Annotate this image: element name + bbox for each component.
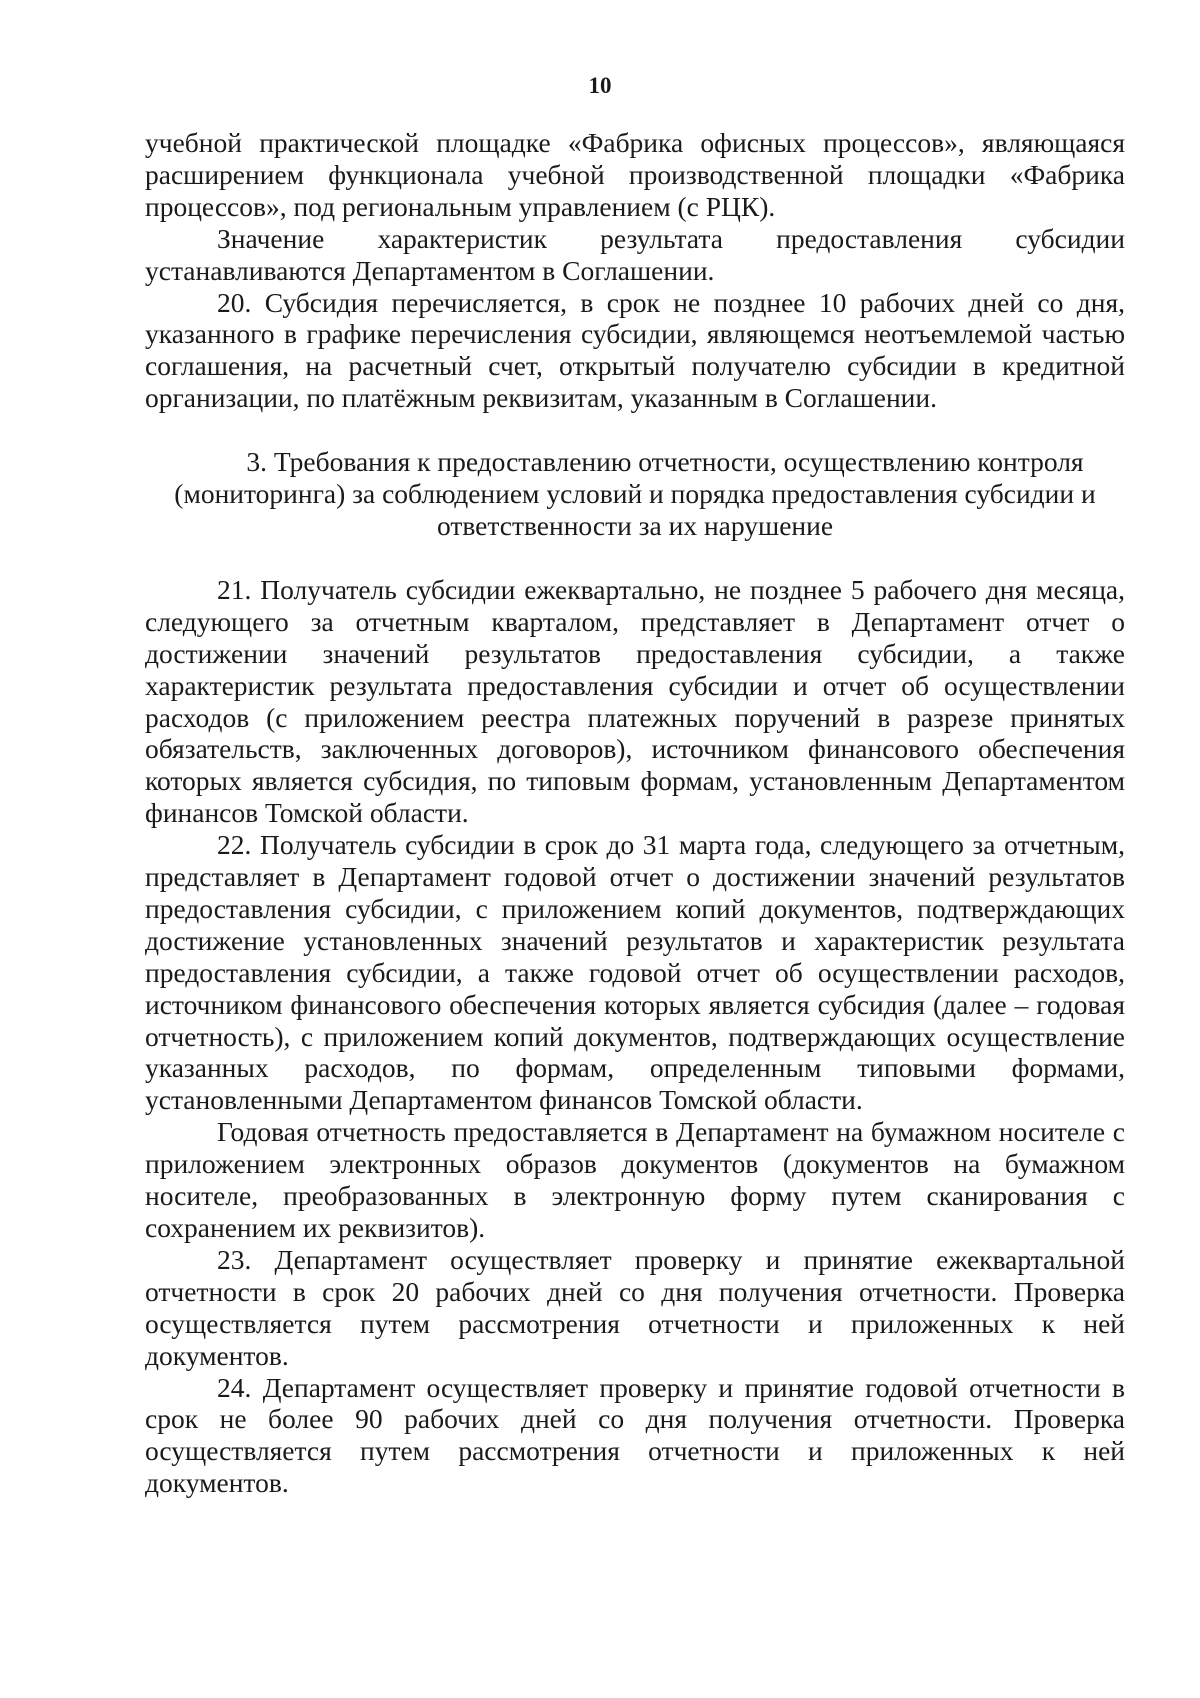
paragraph-24: 24. Департамент осуществляет проверку и принятие годовой отчетности в срок не более 90 рабочих дней со дня получения отчетности. Проверка осуществляется путем рассмотрения отчетности и приложенных к ней документов. <box>145 1371 1125 1499</box>
section-heading-line: ответственности за их нарушение <box>436 509 834 541</box>
paragraph-characteristics: Значение характеристик результата предоставления субсидии устанавливаются Департаментом в Соглашении. <box>145 222 1125 286</box>
document-body <box>145 127 1125 1499</box>
section-heading-line: 3. Требования к предоставлению отчетности, осуществлению контроля <box>246 446 1084 478</box>
paragraph-21: 21. Получатель субсидии ежеквартально, не позднее 5 рабочего дня месяца, следующего за отчетным кварталом, представляет в Департамент отчет о достижении значений результатов предоставления субсидии, а также характеристик результата предоставления субсидии и отчет об осуществлении расходов (с приложением реестра платежных поручений в разрезе принятых обязательств, заключенных договоров), источником финансового обеспечения которых является субсидия, по типовым формам, установленным Департаментом финансов Томской области. <box>145 573 1125 829</box>
paragraph-continuation: учебной практической площадке «Фабрика офисных процессов», являющаяся расширением функционала учебной производственной площадки «Фабрика процессов», под региональным управлением (с РЦК). <box>145 127 1125 222</box>
paragraph-23: 23. Департамент осуществляет проверку и принятие ежеквартальной отчетности в срок 20 рабочих дней со дня получения отчетности. Проверка осуществляется путем рассмотрения отчетности и приложенных к ней документов. <box>145 1243 1125 1371</box>
paragraph-20: 20. Субсидия перечисляется, в срок не позднее 10 рабочих дней со дня, указанного в графике перечисления субсидии, являющемся неотъемлемой частью соглашения, на расчетный счет, открытый получателю субсидии в кредитной организации, по платёжным реквизитам, указанным в Соглашении. <box>145 286 1125 414</box>
paragraph-annual-reporting: Годовая отчетность предоставляется в Департамент на бумажном носителе с приложением электронных образов документов (документов на бумажном носителе, преобразованных в электронную форму путем сканирования с сохранением их реквизитов). <box>145 1116 1125 1243</box>
section-heading <box>145 414 1125 574</box>
page-number: 10 <box>588 73 612 98</box>
section-heading-line: (мониторинга) за соблюдением условий и порядка предоставления субсидии и <box>174 478 1096 510</box>
paragraph-22: 22. Получатель субсидии в срок до 31 марта года, следующего за отчетным, представляет в Департамент годовой отчет о достижении значений результатов предоставления субсидии, с приложением копий документов, подтверждающих достижение установленных значений результатов и характеристик результата предоставления субсидии, а также годовой отчет об осуществлении расходов, источником финансового обеспечения которых является субсидия (далее – годовая отчетность), с приложением копий документов, подтверждающих осуществление указанных расходов, по формам, определенным типовыми формами, установленными Департаментом финансов Томской области. <box>145 829 1125 1116</box>
